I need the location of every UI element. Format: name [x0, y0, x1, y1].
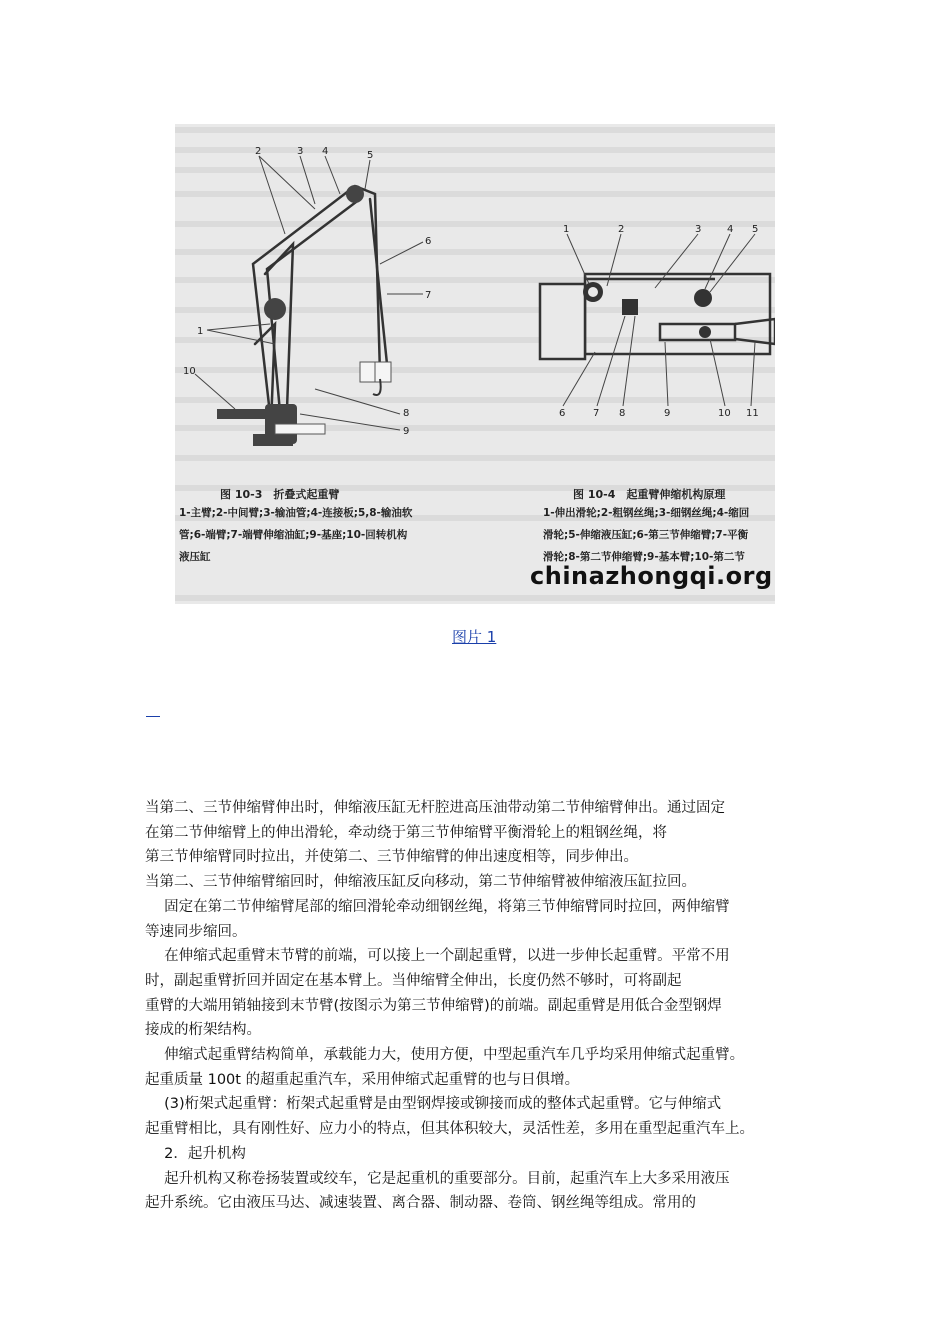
body-text	[145, 796, 825, 1216]
diagram-label-left-4: 4	[322, 146, 329, 157]
diagram-label-right-11: 11	[746, 408, 759, 419]
paragraph-line: 在伸缩式起重臂末节臂的前端，可以接上一个副起重臂，以进一步伸长起重臂。平常不用	[145, 948, 730, 965]
left-caption-line: 管;6-端臂;7-端臂伸缩油缸;9-基座;10-回转机构	[179, 529, 408, 541]
left-figure-title: 图 10-3 折叠式起重臂	[220, 488, 340, 501]
figure-link[interactable]: 图片 1	[452, 628, 497, 646]
watermark: chinazhongqi.org	[530, 562, 773, 590]
diagram-label-left-2: 2	[255, 146, 262, 157]
right-caption-line: 滑轮;5-伸缩液压缸;6-第三节伸缩臂;7-平衡	[543, 529, 749, 541]
diagram-label-left-5: 5	[367, 150, 374, 161]
diagram-label-left-3: 3	[297, 146, 304, 157]
paragraph-line: 等速同步缩回。	[145, 923, 247, 940]
right-figure-caption	[543, 502, 749, 568]
diagram-label-right-4: 4	[727, 224, 734, 235]
diagram-label-left-1: 1	[197, 326, 204, 337]
diagram-label-right-1: 1	[563, 224, 570, 235]
paragraph-line: 第三节伸缩臂同时拉出，并使第二、三节伸缩臂的伸出速度相等，同步伸出。	[145, 849, 638, 866]
diagram-label-left-7: 7	[425, 290, 432, 301]
diagram-label-left-6: 6	[425, 236, 432, 247]
paragraph-line: 重臂的大端用销轴接到末节臂(按图示为第三节伸缩臂)的前端。副起重臂是用低合金型钢焊	[145, 997, 722, 1014]
diagram-label-right-7: 7	[593, 408, 600, 419]
diagram-label-right-8: 8	[619, 408, 626, 419]
paragraph-line: 起升系统。它由液压马达、减速装置、离合器、制动器、卷筒、钢丝绳等组成。常用的	[145, 1195, 696, 1212]
paragraph-line: 起重质量 100t 的超重起重汽车，采用伸缩式起重臂的也与日俱增。	[145, 1071, 580, 1088]
right-caption-line: 滑轮;8-第二节伸缩臂;9-基本臂;10-第二节	[543, 551, 745, 563]
diagram-label-left-9: 9	[403, 426, 410, 437]
paragraph-line: 时，副起重臂折回并固定在基本臂上。当伸缩臂全伸出，长度仍然不够时，可将副起	[145, 972, 682, 989]
diagram-label-right-2: 2	[618, 224, 625, 235]
diagram-label-right-9: 9	[664, 408, 671, 419]
paragraph-line: (3)桁架式起重臂：桁架式起重臂是由型钢焊接或铆接而成的整体式起重臂。它与伸缩式	[145, 1096, 722, 1113]
right-figure-title: 图 10-4 起重臂伸缩机构原理	[573, 488, 726, 501]
right-caption-line: 1-伸出滑轮;2-粗钢丝绳;3-细钢丝绳;4-缩回	[543, 507, 750, 519]
diagram-label-right-6: 6	[559, 408, 566, 419]
diagram-label-right-10: 10	[718, 408, 731, 419]
paragraph-line: 伸缩式起重臂结构简单，承载能力大，使用方便，中型起重汽车几乎均采用伸缩式起重臂。	[145, 1047, 745, 1064]
diagram-label-left-10: 10	[183, 366, 196, 377]
anchor-link[interactable]	[146, 702, 160, 717]
paragraph-line: 固定在第二节伸缩臂尾部的缩回滑轮牵动细钢丝绳，将第三节伸缩臂同时拉回，两伸缩臂	[145, 898, 730, 915]
paragraph-line: 在第二节伸缩臂上的伸出滑轮，牵动绕于第三节伸缩臂平衡滑轮上的粗钢丝绳，将	[145, 824, 667, 841]
left-caption-line: 1-主臂;2-中间臂;3-输油管;4-连接板;5,8-输油软	[179, 507, 413, 519]
paragraph-line: 当第二、三节伸缩臂缩回时，伸缩液压缸反向移动，第二节伸缩臂被伸缩液压缸拉回。	[145, 874, 696, 891]
left-figure-caption	[179, 502, 412, 568]
paragraph-line: 起重臂相比，具有刚性好、应力小的特点，但其体积较大，灵活性差，多用在重型起重汽车上。	[145, 1121, 754, 1138]
diagram-label-left-8: 8	[403, 408, 410, 419]
diagram-label-right-5: 5	[752, 224, 759, 235]
paragraph-line: 2．起升机构	[145, 1145, 246, 1162]
paragraph-line: 当第二、三节伸缩臂伸出时，伸缩液压缸无杆腔进高压油带动第二节伸缩臂伸出。通过固定	[145, 800, 725, 816]
crane-diagram-image	[175, 124, 775, 604]
paragraph-line: 起升机构又称卷扬装置或绞车，它是起重机的重要部分。目前，起重汽车上大多采用液压	[145, 1170, 730, 1187]
paragraph-line: 接成的桁架结构。	[145, 1022, 261, 1039]
diagram-label-right-3: 3	[695, 224, 702, 235]
left-caption-line: 液压缸	[179, 551, 211, 563]
